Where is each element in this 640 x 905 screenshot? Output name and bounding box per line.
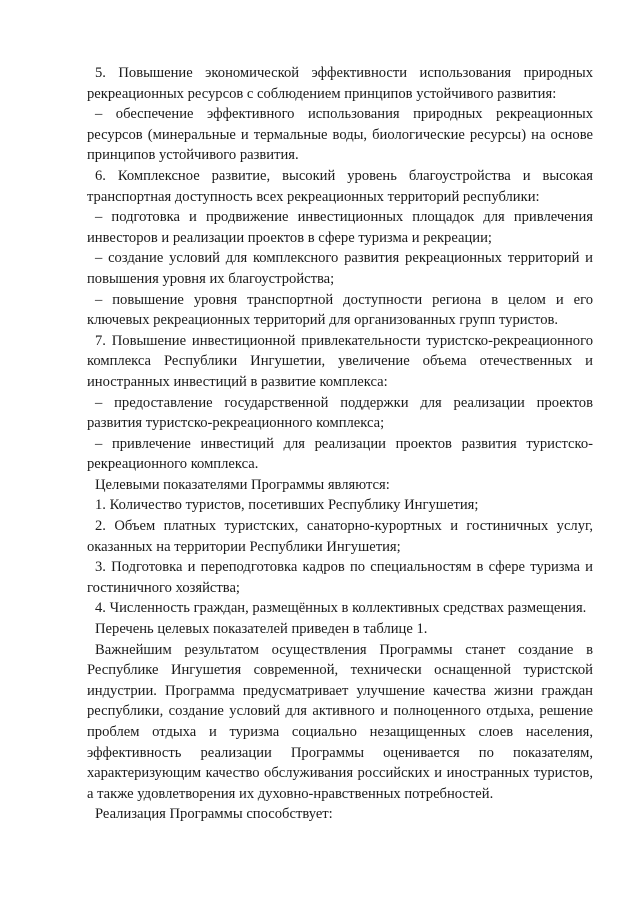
paragraph-main-result: Важнейшим результатом осуществления Программы станет создание в Республике Ингушетия современной, технически оснащенной туристской индустрии. Программа предусматривает улучшение качества жизни граждан республики, создание условий для активного и полноценного отдыха, решение проблем отдыха и туризма социально незащищенных слоев населения, эффективность реализации Программы оценивается по показателям, характеризующим качество обслуживания российских и иностранных туристов, а также удовлетворения их духовно-нравственных потребностей.: [87, 641, 593, 802]
paragraph-indicator-3: 3. Подготовка и переподготовка кадров по специальностям в сфере туризма и гостиничного хозяйства;: [87, 559, 593, 596]
paragraph-goal-5-item-1: – обеспечение эффективного использования природных рекреационных ресурсов (минеральные и термальные воды, биологические ресурсы) на основе принципов устойчивого развития.: [87, 106, 593, 164]
paragraph-goal-7-item-2: – привлечение инвестиций для реализации проектов развития туристско-рекреационного комплекса.: [87, 435, 593, 473]
paragraph-program-contributes: Реализация Программы способствует:: [95, 806, 333, 823]
paragraph-goal-7: 7. Повышение инвестиционной привлекательности туристско-рекреационного комплекса Республики Ингушетии, увеличение объема отечественных и иностранных инвестиций в развитие комплекса:: [87, 332, 593, 390]
paragraph-goal-6-item-1: – подготовка и продвижение инвестиционных площадок для привлечения инвесторов и реализации проектов в сфере туризма и рекреации;: [87, 209, 593, 246]
paragraph-goal-6-item-2: – создание условий для комплексного развития рекреационных территорий и повышения уровня их благоустройства;: [87, 250, 593, 287]
paragraph-goal-6-item-3: – повышение уровня транспортной доступности региона в целом и его ключевых рекреационных территорий для организованных групп туристов.: [87, 291, 593, 329]
document-page: [87, 63, 593, 825]
paragraph-goal-7-item-1: – предоставление государственной поддержки для реализации проектов развития туристско-рекреационного комплекса;: [87, 394, 593, 432]
paragraph-table-reference: Перечень целевых показателей приведен в таблице 1.: [95, 621, 428, 638]
paragraph-indicator-2: 2. Объем платных туристских, санаторно-курортных и гостиничных услуг, оказанных на территории Республики Ингушетия;: [87, 518, 593, 555]
paragraph-indicators-heading: Целевыми показателями Программы являются:: [95, 476, 390, 493]
paragraph-goal-6: 6. Комплексное развитие, высокий уровень благоустройства и высокая транспортная доступность всех рекреационных территорий республики:: [87, 167, 593, 205]
paragraph-indicator-1: 1. Количество туристов, посетивших Республику Ингушетия;: [95, 497, 479, 514]
paragraph-goal-5: 5. Повышение экономической эффективности использования природных рекреационных ресурсов с соблюдением принципов устойчивого развития:: [87, 65, 593, 102]
paragraph-indicator-4: 4. Численность граждан, размещённых в коллективных средствах размещения.: [95, 600, 587, 617]
